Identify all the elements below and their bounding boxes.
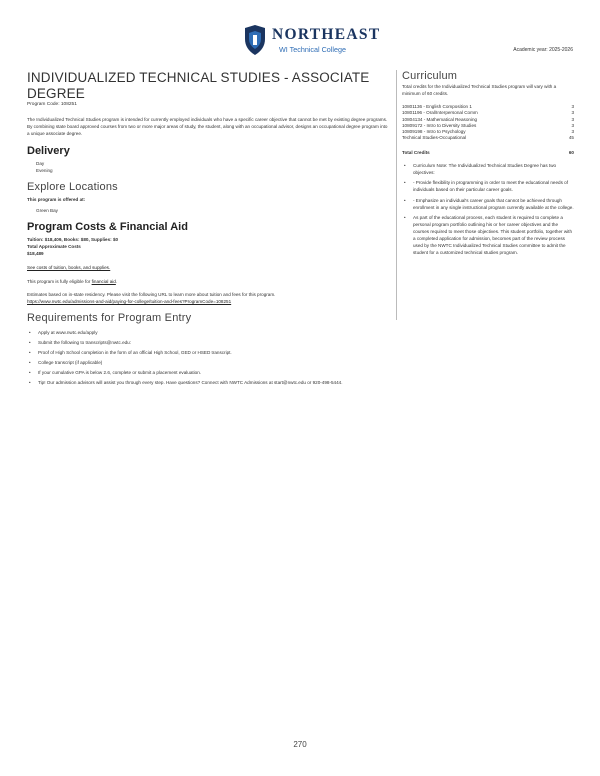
see-costs-link[interactable]: See costs of tuition, books, and supplies.	[27, 265, 111, 270]
location-item: Green Bay	[36, 208, 58, 213]
offered-at-label: This program is offered at:	[27, 197, 86, 202]
program-description: The Individualized Technical Studies program is intended for currently employed individuals who have a specific career objective that cannot be met by existing degree programs. By combining state board approved courses from two or more major areas of study, the student, along with an occupational advisor, designs an occupational degree program into a unique associate degree.	[27, 117, 388, 136]
course-credits: 3	[571, 104, 574, 109]
logo-subtitle: WI Technical College	[279, 45, 346, 54]
list-item: • Submit the following to transcripts@nwtc.edu:	[27, 340, 389, 347]
curriculum-column	[402, 70, 574, 260]
college-logo[interactable]	[243, 25, 393, 59]
course-name: 10809172 - Intro to Diversity Studies	[402, 122, 477, 128]
course-name: 10801136 - English Composition 1	[402, 104, 472, 109]
total-costs-label: Total Approximate Costs	[27, 244, 81, 249]
list-item: • - Provide flexibility in programming in order to meet the educational needs of individuals based on their particular career goals.	[402, 179, 574, 193]
curriculum-heading: Curriculum	[402, 70, 458, 82]
total-costs-value: $18,489	[27, 251, 44, 256]
course-credits: 45	[568, 135, 574, 141]
list-item: • Proof of High School completion in the form of an official High School, GED or HSED transcript.	[27, 350, 389, 357]
course-credits: 3	[571, 129, 574, 135]
academic-year: Academic year: 2025-2026	[513, 47, 573, 53]
total-credits-label: Total Credits	[402, 149, 430, 155]
shield-icon	[243, 25, 267, 55]
financial-aid-link[interactable]: financial aid	[91, 279, 116, 284]
program-code: Program Code: 108251	[27, 102, 77, 107]
requirements-heading: Requirements for Program Entry	[27, 312, 192, 324]
delivery-heading: Delivery	[27, 145, 70, 157]
delivery-option: Day	[36, 161, 45, 166]
logo-name: NORTHEAST	[272, 26, 381, 43]
financial-aid-suffix: .	[115, 279, 118, 284]
page-title: INDIVIDUALIZED TECHNICAL STUDIES - ASSOCIATE DEGREE	[27, 70, 370, 101]
costs-heading: Program Costs & Financial Aid	[27, 221, 188, 233]
list-item: • If your cumulative GPA is below 2.6, complete or submit a placement evaluation.	[27, 370, 389, 377]
list-item: • College transcript (if applicable)	[27, 360, 389, 367]
main-column	[27, 70, 389, 390]
course-name: 10801196 - Oral/Interpersonal Comm	[402, 110, 478, 116]
tuition-line: Tuition: $18,409, Books: $80, Supplies: $0	[27, 237, 119, 242]
curriculum-intro: Total credits for the Individualized Technical Studies program will vary with a minimum of 60 credits.	[402, 84, 557, 96]
requirements-list	[27, 330, 389, 387]
delivery-option: Evening	[36, 168, 53, 173]
page-number: 270	[293, 740, 307, 749]
course-name: Technical Studies-Occupational	[402, 135, 467, 141]
total-credits-row	[402, 142, 574, 156]
course-credits: 3	[571, 110, 574, 116]
total-credits-value: 60	[568, 149, 574, 155]
delivery-options	[27, 160, 389, 174]
column-divider	[396, 70, 397, 320]
course-name: 10804134 - Mathematical Reasoning	[402, 116, 478, 122]
course-credits: 3	[571, 122, 574, 128]
financial-aid-text: This program is fully eligible for	[27, 279, 92, 284]
list-item: • Apply at www.nwtc.edu/apply	[27, 330, 389, 337]
tuition-url-link[interactable]: https://www.nwtc.edu/admissions-and-aid/paying-for-college/tuition-and-fees?ProgramCode=108251	[27, 299, 232, 304]
page-header	[0, 22, 600, 62]
course-name: 10809198 - Intro to Psychology	[402, 129, 466, 135]
financial-aid-line	[27, 278, 389, 285]
list-item: • As part of the educational process, each student is required to complete a personal program portfolio outlining his or her career objectives and the courses required to meet those objectives. This student portfolio, together with a completed application for admission, becomes part of the review process used by the NWTC Individualized Technical Studies committee to admit the student for a customized technical studies program.	[402, 214, 574, 256]
estimates-text: Estimates based on in-state residency. Please visit the following URL to learn more about tuition and fees for this program.	[27, 292, 276, 297]
course-credits: 3	[571, 116, 574, 122]
curriculum-notes	[402, 162, 574, 256]
list-item: • Tip! Our admission advisors will assist you through every step. Have questions? Connect with NWTC Admissions at start@nwtc.edu or 920-498-5444.	[27, 380, 389, 387]
list-item: • Curriculum Note: The Individualized Technical Studies Degree has two objectives:	[402, 162, 574, 176]
list-item: • - Emphasize an individual's career goals that cannot be achieved through enrollment in any single instructional program currently available at the college.	[402, 197, 574, 211]
course-table	[402, 104, 574, 156]
locations-heading: Explore Locations	[27, 181, 118, 193]
